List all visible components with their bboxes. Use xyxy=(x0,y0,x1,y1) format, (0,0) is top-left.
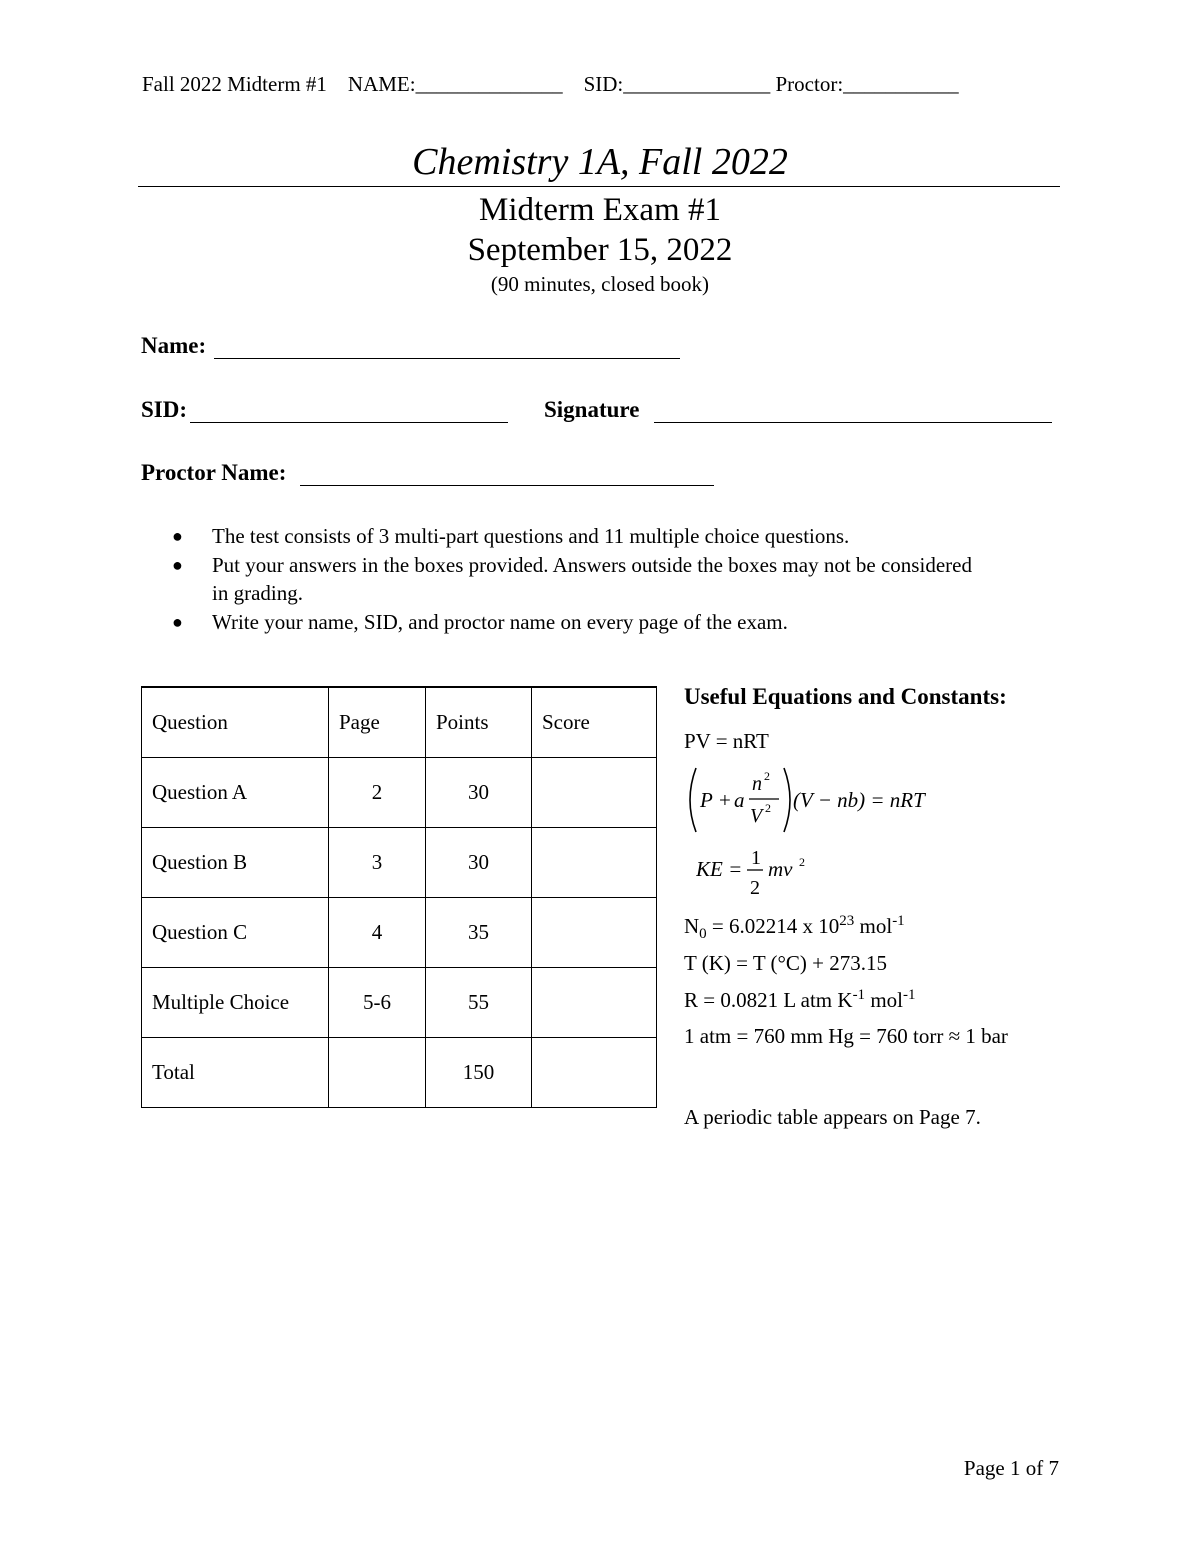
bullet-icon: ● xyxy=(172,526,183,546)
equations-heading: Useful Equations and Constants: xyxy=(684,684,1007,709)
ke-lhs: KE = xyxy=(696,857,743,881)
ke-denominator: 2 xyxy=(750,877,760,899)
exam-note: (90 minutes, closed book) xyxy=(490,272,710,296)
van-der-waals-equation xyxy=(684,766,984,834)
course-title: Chemistry 1A, Fall 2022 xyxy=(412,141,788,183)
name-label: Name: xyxy=(141,333,207,358)
sid-label: SID: xyxy=(141,397,188,422)
table-row xyxy=(142,828,657,898)
column-header: Points xyxy=(426,687,532,758)
points-cell: 150 xyxy=(426,1038,532,1108)
question-cell: Multiple Choice xyxy=(142,968,329,1038)
vdw-plus: + xyxy=(719,788,731,812)
score-cell[interactable] xyxy=(532,828,657,898)
score-cell[interactable] xyxy=(532,758,657,828)
table-row xyxy=(142,968,657,1038)
ke-exponent: 2 xyxy=(799,855,805,869)
score-cell[interactable] xyxy=(532,968,657,1038)
right-paren xyxy=(784,768,790,832)
vdw-p: P xyxy=(700,788,713,812)
avogadro-constant: $N_0 = 6.02214$ x $10^{23}$ mol$^{-1}$ xyxy=(684,913,905,943)
page-cell: 5-6 xyxy=(329,968,426,1038)
sid-field[interactable] xyxy=(190,422,508,423)
page-header: Fall 2022 Midterm #1 NAME:______________ SID:______________ Proctor:___________ xyxy=(142,72,959,96)
temperature-conversion: T (K) = T (°C) + 273.15 xyxy=(684,951,887,975)
vdw-rest: (V − nb) = nRT xyxy=(793,788,925,812)
list-item: ● Write your name, SID, and proctor name on every page of the exam. xyxy=(172,610,788,634)
list-item: ● The test consists of 3 multi-part questions and 11 multiple choice questions. xyxy=(172,524,850,548)
question-cell: Question A xyxy=(142,758,329,828)
table-row xyxy=(142,1038,657,1108)
vdw-v-exponent: 2 xyxy=(765,801,771,815)
table-header-row xyxy=(142,687,657,758)
kinetic-energy-equation xyxy=(696,844,896,900)
column-header: Score xyxy=(532,687,657,758)
vdw-n: n xyxy=(752,773,762,795)
exam-title: Midterm Exam #1 xyxy=(479,192,721,228)
table-row xyxy=(142,758,657,828)
signature-label: Signature xyxy=(544,397,640,422)
page-cell: 3 xyxy=(329,828,426,898)
points-cell: 55 xyxy=(426,968,532,1038)
score-cell[interactable] xyxy=(532,898,657,968)
bullet-icon: ● xyxy=(172,555,183,575)
instructions-list xyxy=(172,522,992,637)
proctor-label: Proctor Name: xyxy=(141,460,287,485)
page-cell: 2 xyxy=(329,758,426,828)
periodic-table-note: A periodic table appears on Page 7. xyxy=(684,1105,981,1129)
score-table xyxy=(141,686,657,1108)
ke-rhs: mv xyxy=(768,857,793,881)
table-row xyxy=(142,898,657,968)
pressure-conversion: 1 atm = 760 mm Hg = 760 torr ≈ 1 bar xyxy=(684,1024,1008,1048)
question-cell: Question C xyxy=(142,898,329,968)
left-paren xyxy=(690,768,696,832)
ideal-gas-equation: PV = nRT xyxy=(684,729,769,753)
page-cell xyxy=(329,1038,426,1108)
exam-date: September 15, 2022 xyxy=(467,232,733,268)
vdw-a: a xyxy=(734,788,745,812)
points-cell: 30 xyxy=(426,758,532,828)
score-cell[interactable] xyxy=(532,1038,657,1108)
points-cell: 35 xyxy=(426,898,532,968)
points-cell: 30 xyxy=(426,828,532,898)
vdw-n-exponent: 2 xyxy=(764,769,770,783)
ke-numerator: 1 xyxy=(751,847,761,869)
signature-field[interactable] xyxy=(654,422,1052,423)
column-header: Page xyxy=(329,687,426,758)
question-cell: Question B xyxy=(142,828,329,898)
title-divider xyxy=(138,186,1060,187)
bullet-icon: ● xyxy=(172,612,183,632)
gas-constant: R = 0.0821 L atm $K^{-1}$ mol$^{-1}$ xyxy=(684,987,916,1012)
name-field[interactable] xyxy=(214,358,680,359)
question-cell: Total xyxy=(142,1038,329,1108)
column-header: Question xyxy=(142,687,329,758)
list-item: ● Put your answers in the boxes provided. Answers outside the boxes may not be considered in grading. xyxy=(172,553,972,605)
vdw-v: V xyxy=(750,805,763,827)
page-cell: 4 xyxy=(329,898,426,968)
proctor-field[interactable] xyxy=(300,485,714,486)
page-number: Page 1 of 7 xyxy=(963,1456,1059,1480)
